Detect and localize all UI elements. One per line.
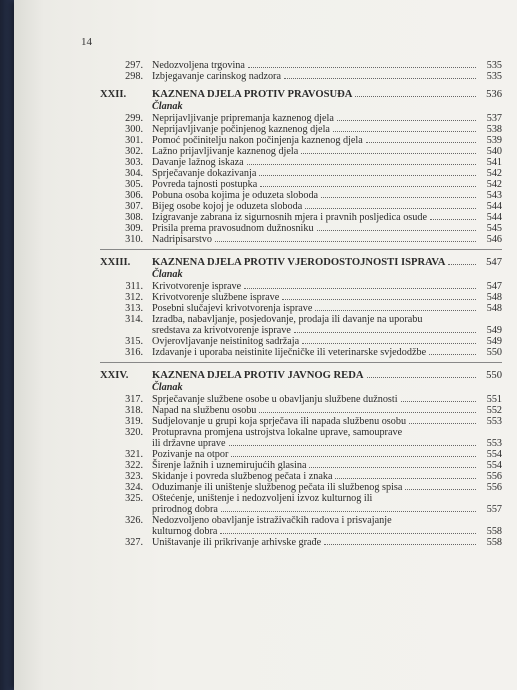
leader-dots — [337, 120, 476, 121]
entry-page: 539 — [486, 135, 502, 146]
entry-page: 553 — [486, 416, 502, 427]
entry-title: Krivotvorenje isprave — [152, 281, 242, 292]
entry-page: 535 — [486, 60, 502, 71]
entry-title: Sprječavanje službene osobe u obavljanju službene dužnosti — [152, 394, 398, 405]
chapter-title: KAZNENA DJELA PROTIV JAVNOG REDA — [152, 370, 364, 381]
entry-page: 546 — [486, 234, 502, 245]
entry-title: Povreda tajnosti postupka — [152, 179, 258, 190]
entry-number: 313. — [125, 303, 143, 314]
leader-dots — [220, 533, 476, 534]
leader-dots — [429, 354, 476, 355]
leader-dots — [302, 343, 476, 344]
entry-title: Posebni slučajevi krivotvorenja isprave — [152, 303, 313, 314]
entry-number: 309. — [125, 223, 143, 234]
entry-page: 557 — [486, 504, 502, 515]
entry-page: 540 — [486, 146, 502, 157]
entry-page: 554 — [486, 449, 502, 460]
chapter-number: XXII. — [100, 89, 127, 100]
entry-title: Pozivanje na otpor — [152, 449, 229, 460]
entry-page: 538 — [486, 124, 502, 135]
entry-page: 543 — [486, 190, 502, 201]
entry-page: 550 — [486, 347, 502, 358]
entry-page: 558 — [486, 526, 502, 537]
toc-entry — [100, 113, 502, 124]
entry-number: 310. — [125, 234, 143, 245]
toc-entry — [100, 168, 502, 179]
toc-entry — [100, 449, 502, 460]
toc-entry — [100, 471, 502, 482]
leader-dots — [317, 230, 476, 231]
entry-title: Izdavanje i uporaba neistinite liječničke ili veterinarske svjedodžbe — [152, 347, 427, 358]
entry-title: Bijeg osobe kojoj je oduzeta sloboda — [152, 201, 303, 212]
toc-entry — [100, 281, 502, 292]
book-page — [14, 0, 517, 690]
leader-dots — [321, 197, 476, 198]
chapter-page: 536 — [486, 89, 502, 100]
entries-xxii — [100, 113, 502, 245]
entry-number: 325. — [125, 493, 143, 504]
toc-entry-multiline — [100, 493, 502, 515]
entry-title: Prisila prema pravosudnom dužnosniku — [152, 223, 314, 234]
chapter-title: KAZNENA DJELA PROTIV PRAVOSUĐA — [152, 89, 353, 100]
toc-entry — [100, 336, 502, 347]
entry-number: 327. — [125, 537, 143, 548]
leader-dots — [355, 96, 476, 97]
entry-title: Davanje lažnog iskaza — [152, 157, 244, 168]
entry-title: Krivotvorenje službene isprave — [152, 292, 280, 303]
entry-number: 308. — [125, 212, 143, 223]
entry-page: 552 — [486, 405, 502, 416]
leader-dots — [259, 175, 476, 176]
entry-title: Skidanje i povreda službenog pečata i znaka — [152, 471, 333, 482]
toc-entry — [100, 146, 502, 157]
entry-number: 298. — [125, 71, 143, 82]
entry-number: 302. — [125, 146, 143, 157]
entry-number: 316. — [125, 347, 143, 358]
toc-entry-multiline — [100, 427, 502, 449]
section-divider — [100, 249, 502, 250]
chapter-page: 547 — [486, 257, 502, 268]
leader-dots — [294, 332, 476, 333]
toc-entry — [100, 60, 502, 71]
entry-page: 545 — [486, 223, 502, 234]
entry-number: 312. — [125, 292, 143, 303]
leader-dots — [284, 78, 476, 79]
toc-entry-multiline — [100, 314, 502, 336]
toc-entry — [100, 482, 502, 493]
entry-page: 554 — [486, 460, 502, 471]
entry-number: 303. — [125, 157, 143, 168]
entries-xxiii-b — [100, 336, 502, 358]
entry-page: 535 — [486, 71, 502, 82]
leader-dots — [367, 377, 476, 378]
entry-page: 542 — [486, 168, 502, 179]
chapter-number: XXIV. — [100, 370, 129, 381]
toc-entry — [100, 460, 502, 471]
toc-entry — [100, 347, 502, 358]
leader-dots — [260, 186, 476, 187]
entry-title: Nedozvoljena trgovina — [152, 60, 245, 71]
entry-number: 319. — [125, 416, 143, 427]
entry-page: 549 — [486, 325, 502, 336]
toc-entry — [100, 303, 502, 314]
leader-dots — [282, 299, 476, 300]
entry-number: 305. — [125, 179, 143, 190]
entries-xxiv-b — [100, 449, 502, 493]
entry-title-line1: Nedozvoljeno obavljanje istraživačkih radova i prisvajanje — [152, 515, 392, 526]
entry-title: Oduzimanje ili uništenje službenog pečata ili službenog spisa — [152, 482, 403, 493]
entry-page: 544 — [486, 201, 502, 212]
entry-page: 558 — [486, 537, 502, 548]
entry-page: 549 — [486, 336, 502, 347]
entries-xxiii — [100, 281, 502, 314]
toc-entry — [100, 190, 502, 201]
leader-dots — [301, 153, 476, 154]
toc-entry-multiline — [100, 515, 502, 537]
entry-title-line1: Izradba, nabavljanje, posjedovanje, prodaja ili davanje na uporabu — [152, 314, 423, 325]
entry-number: 297. — [125, 60, 143, 71]
entry-page: 556 — [486, 482, 502, 493]
entry-title-line2: ili državne uprave — [152, 438, 226, 449]
chapter-heading-xxii — [100, 88, 502, 101]
entry-title-line1: Protupravna promjena ustrojstva lokalne uprave, samouprave — [152, 427, 403, 438]
toc-entry — [100, 212, 502, 223]
leader-dots — [244, 288, 476, 289]
entry-page: 556 — [486, 471, 502, 482]
entry-title-line2: prirodnog dobra — [152, 504, 218, 515]
entry-number: 321. — [125, 449, 143, 460]
page-number: 14 — [81, 36, 92, 48]
entry-number: 320. — [125, 427, 143, 438]
entry-number: 299. — [125, 113, 143, 124]
chapter-number: XXIII. — [100, 257, 131, 268]
entry-title: Širenje lažnih i uznemirujućih glasina — [152, 460, 307, 471]
toc-entry — [100, 71, 502, 82]
entry-title: Neprijavljivanje počinjenog kaznenog djela — [152, 124, 330, 135]
toc-entry — [100, 201, 502, 212]
toc-entry — [100, 179, 502, 190]
clanak-label: Članak — [152, 269, 183, 280]
leader-dots — [324, 544, 476, 545]
leader-dots — [448, 264, 476, 265]
entry-number: 301. — [125, 135, 143, 146]
entry-page: 537 — [486, 113, 502, 124]
leader-dots — [221, 511, 476, 512]
toc-entry — [100, 416, 502, 427]
entry-title: Izbjegavanje carinskog nadzora — [152, 71, 281, 82]
entry-page: 553 — [486, 438, 502, 449]
entry-page: 541 — [486, 157, 502, 168]
entry-title-line2: sredstava za krivotvorenje isprave — [152, 325, 291, 336]
entry-number: 324. — [125, 482, 143, 493]
clanak-label: Članak — [152, 382, 183, 393]
toc-entry — [100, 223, 502, 234]
entry-number: 317. — [125, 394, 143, 405]
entry-page: 548 — [486, 292, 502, 303]
toc-entry — [100, 394, 502, 405]
entry-page: 542 — [486, 179, 502, 190]
toc-entry — [100, 405, 502, 416]
entry-title: Izigravanje zabrana iz sigurnosnih mjera i pravnih posljedica osude — [152, 212, 427, 223]
entry-number: 304. — [125, 168, 143, 179]
leader-dots — [231, 456, 476, 457]
entry-number: 322. — [125, 460, 143, 471]
chapter-heading-xxiv — [100, 369, 502, 382]
entry-title: Lažno prijavljivanje kaznenog djela — [152, 146, 299, 157]
toc-entry — [100, 234, 502, 245]
entry-title: Uništavanje ili prikrivanje arhivske građe — [152, 537, 322, 548]
leader-dots — [405, 489, 476, 490]
entry-number: 326. — [125, 515, 143, 526]
leader-dots — [259, 412, 476, 413]
entry-page: 548 — [486, 303, 502, 314]
entry-page: 544 — [486, 212, 502, 223]
entry-title-line2: kulturnog dobra — [152, 526, 218, 537]
chapter-page: 550 — [486, 370, 502, 381]
clanak-label: Članak — [152, 101, 183, 112]
entry-title: Neprijavljivanje pripremanja kaznenog djela — [152, 113, 334, 124]
leader-dots — [229, 445, 476, 446]
toc-entry — [100, 537, 502, 548]
leader-dots — [305, 208, 476, 209]
toc-entry — [100, 124, 502, 135]
entry-number: 306. — [125, 190, 143, 201]
entry-title: Pomoć počinitelju nakon počinjenja kaznenog djela — [152, 135, 363, 146]
leader-dots — [335, 478, 476, 479]
entry-title: Pobuna osoba kojima je oduzeta sloboda — [152, 190, 319, 201]
entry-title-line1: Oštećenje, uništenje i nedozvoljeni izvoz kulturnog ili — [152, 493, 373, 504]
leader-dots — [333, 131, 476, 132]
toc-entry — [100, 135, 502, 146]
chapter-heading-xxiii — [100, 256, 502, 269]
leader-dots — [248, 67, 476, 68]
entry-title: Sprječavanje dokazivanja — [152, 168, 257, 179]
entry-title: Sudjelovanje u grupi koja sprječava ili napada službenu osobu — [152, 416, 407, 427]
leader-dots — [366, 142, 476, 143]
toc-entry — [100, 157, 502, 168]
leader-dots — [309, 467, 476, 468]
entry-page: 547 — [486, 281, 502, 292]
leader-dots — [215, 241, 476, 242]
leader-dots — [401, 401, 476, 402]
leader-dots — [315, 310, 476, 311]
entry-number: 300. — [125, 124, 143, 135]
entries-xxiv — [100, 394, 502, 427]
section-divider — [100, 362, 502, 363]
entry-number: 315. — [125, 336, 143, 347]
table-of-contents — [100, 60, 502, 548]
entry-title: Ovjerovljavanje neistinitog sadržaja — [152, 336, 300, 347]
entry-title: Nadripisarstvo — [152, 234, 212, 245]
entry-number: 314. — [125, 314, 143, 325]
toc-entry — [100, 292, 502, 303]
leader-dots — [409, 423, 476, 424]
entry-number: 318. — [125, 405, 143, 416]
entry-number: 307. — [125, 201, 143, 212]
entry-number: 323. — [125, 471, 143, 482]
entry-number: 311. — [125, 281, 143, 292]
leader-dots — [247, 164, 476, 165]
entry-title: Napad na službenu osobu — [152, 405, 257, 416]
entry-page: 551 — [486, 394, 502, 405]
entries-top — [100, 60, 502, 82]
chapter-title: KAZNENA DJELA PROTIV VJERODOSTOJNOSTI ISPRAVA — [152, 257, 446, 268]
leader-dots — [430, 219, 476, 220]
